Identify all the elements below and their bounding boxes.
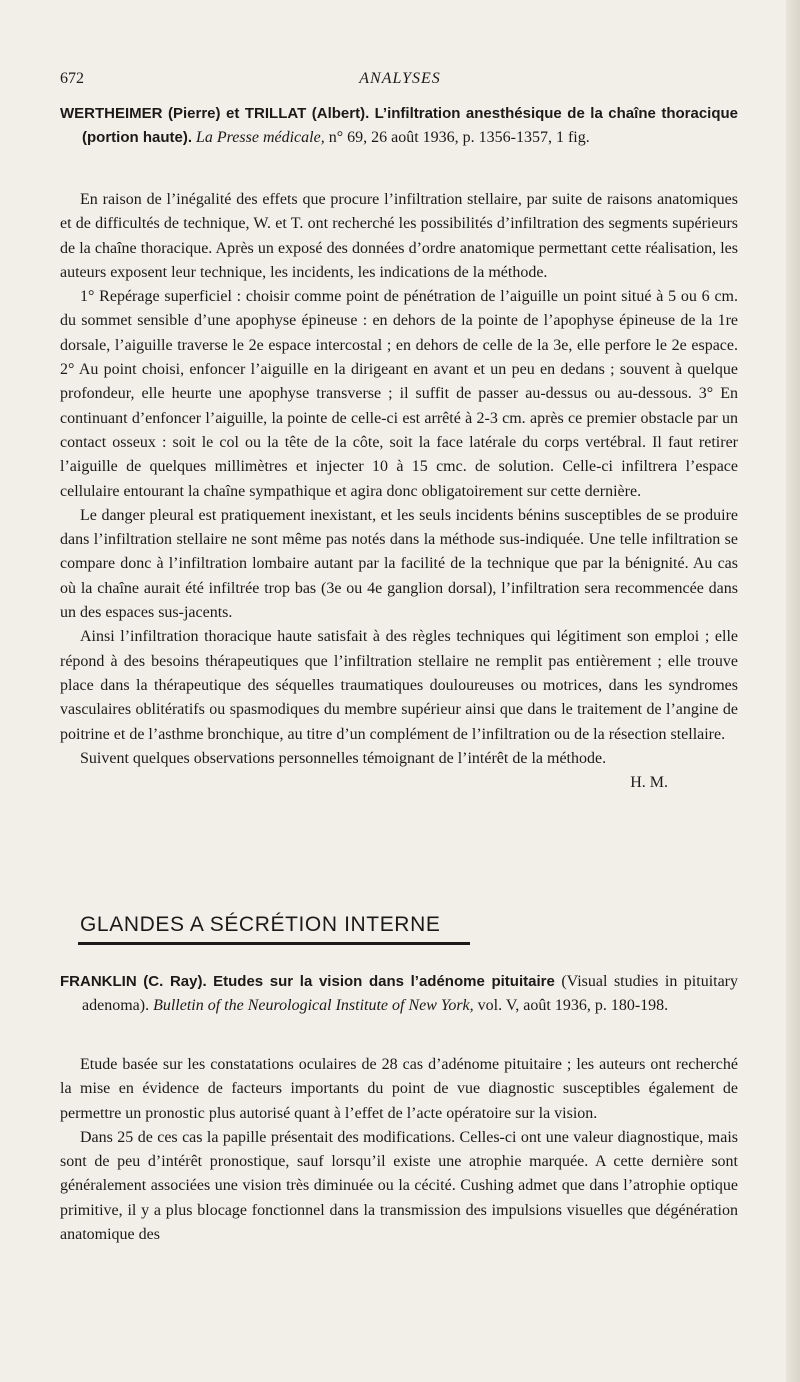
article1-paragraph: Le danger pleural est pratiquement inexistant, et les seuls incidents bénins susceptibles de se produire dans l’infiltration stellaire ne sont même pas notés dans la méthode sus-indiquée. Une telle infiltration se compare donc à l’infiltration lombaire autant par la facilité de la technique que par la bénignité. Au cas où la chaîne aurait été infiltrée trop bas (3e ou 4e ganglion dorsal), l’infiltration sera recommencée dans un des espaces sus-jacents. — [60, 506, 738, 622]
article1-title: L’infiltration anesthésique de la chaîne thoracique (portion haute). — [82, 105, 738, 147]
article2-translated-title: (Visual studies in pituitary adenoma). — [82, 973, 739, 1015]
article1-paragraph: 1° Repérage superficiel : choisir comme point de pénétration de l’aiguille un point situé à 5 ou 6 cm. du sommet sensible d’une apophyse épineuse : en dehors de la pointe de l’apophyse épineuse de la 1re dorsale, l’aiguille traverse le 2e espace intercostal ; en dehors de celle de la 3e, elle perfore le 2e espace. 2° Au point choisi, enfoncer l’aiguille en la dirigeant en avant et un peu en dedans ; souvent à quelque profondeur, elle heurte une apophyse transverse ; il suffit de passer au-dessus ou au-dessous. 3° En continuant d’enfoncer l’aiguille, la pointe de celle-ci est arrêté à 2-3 cm. après ce premier obstacle par un contact osseux : soit le col ou la tête de la côte, soit la face latérale du corps vertébral. Il faut retirer l’aiguille de quelques millimètres et injecter 10 à 15 cmc. de solution. Celle-ci infiltrera l’espace cellulaire entourant la chaîne sympathique et agira donc obligatoirement sur cette dernière. — [60, 288, 738, 500]
article1-body — [60, 188, 738, 795]
article2-authors: FRANKLIN (C. Ray). — [60, 973, 207, 990]
article2-body — [60, 1053, 738, 1247]
page-edge — [786, 0, 800, 1382]
page-number: 672 — [60, 70, 84, 87]
running-head — [60, 70, 740, 94]
article1-signature: H. M. — [630, 774, 668, 792]
article2-reference — [60, 970, 738, 1019]
article1-journal: La Presse médicale, — [195, 129, 325, 147]
article1-paragraph: En raison de l’inégalité des effets que procure l’infiltration stellaire, par suite de raisons anatomiques et de difficultés de technique, W. et T. ont recherché les possibilités d’infiltration des segments supérieurs de la chaîne thoracique. Après un exposé des données d’ordre anatomique permettant cette réalisation, les auteurs exposent leur technique, les incidents, les indications de la méthode. — [60, 191, 738, 281]
article2-paragraph: Etude basée sur les constatations oculaires de 28 cas d’adénome pituitaire ; les auteurs ont recherché la mise en évidence de facteurs importants du point de vue diagnostic susceptibles également de permettre un pronostic plus autorisé quant à l’effet de l’acte opératoire sur la vision. — [60, 1056, 738, 1122]
article2-citation: vol. V, août 1936, p. 180-198. — [477, 997, 669, 1015]
running-title: ANALYSES — [359, 70, 441, 87]
article1-authors: WERTHEIMER (Pierre) et TRILLAT (Albert). — [60, 105, 370, 122]
article1-paragraph: Suivent quelques observations personnelles témoignant de l’intérêt de la méthode. — [80, 749, 607, 767]
section-rule — [78, 942, 470, 945]
article1-reference — [60, 102, 738, 151]
article2-reference-line — [60, 970, 738, 1019]
article2-paragraph: Dans 25 de ces cas la papille présentait des modifications. Celles-ci ont une valeur diagnostique, mais sont de peu d’intérêt pronostique, sauf lorsqu’il existe une atrophie marquée. A cette dernière sont généralement associées une vision très diminuée ou la cécité. Cushing admet que dans l’atrophie optique primitive, il y a plus blocage fonctionnel dans la transmission des impulsions visuelles que dégénération anatomique des — [60, 1128, 738, 1244]
article2-journal: Bulletin of the Neurological Institute of New York, — [153, 997, 474, 1015]
article1-paragraph: Ainsi l’infiltration thoracique haute satisfait à des règles techniques qui légitiment son emploi ; elle répond à des besoins thérapeutiques que l’infiltration stellaire ne remplit pas entièrement ; elle trouve place dans la thérapeutique des séquelles traumatiques douloureuses ou motrices, dans les syndromes vasculaires oblitératifs ou spasmodiques du membre supérieur ainsi que dans le traitement de l’angine de poitrine et de l’asthme bronchique, au titre d’un complément de l’infiltration ou de la résection stellaire. — [60, 628, 738, 743]
section-title: GLANDES A SÉCRÉTION INTERNE — [80, 913, 441, 936]
article1-citation: n° 69, 26 août 1936, p. 1356-1357, 1 fig. — [328, 129, 590, 147]
article2-title: Etudes sur la vision dans l’adénome pituitaire — [213, 973, 555, 990]
article1-reference-line — [60, 102, 738, 151]
